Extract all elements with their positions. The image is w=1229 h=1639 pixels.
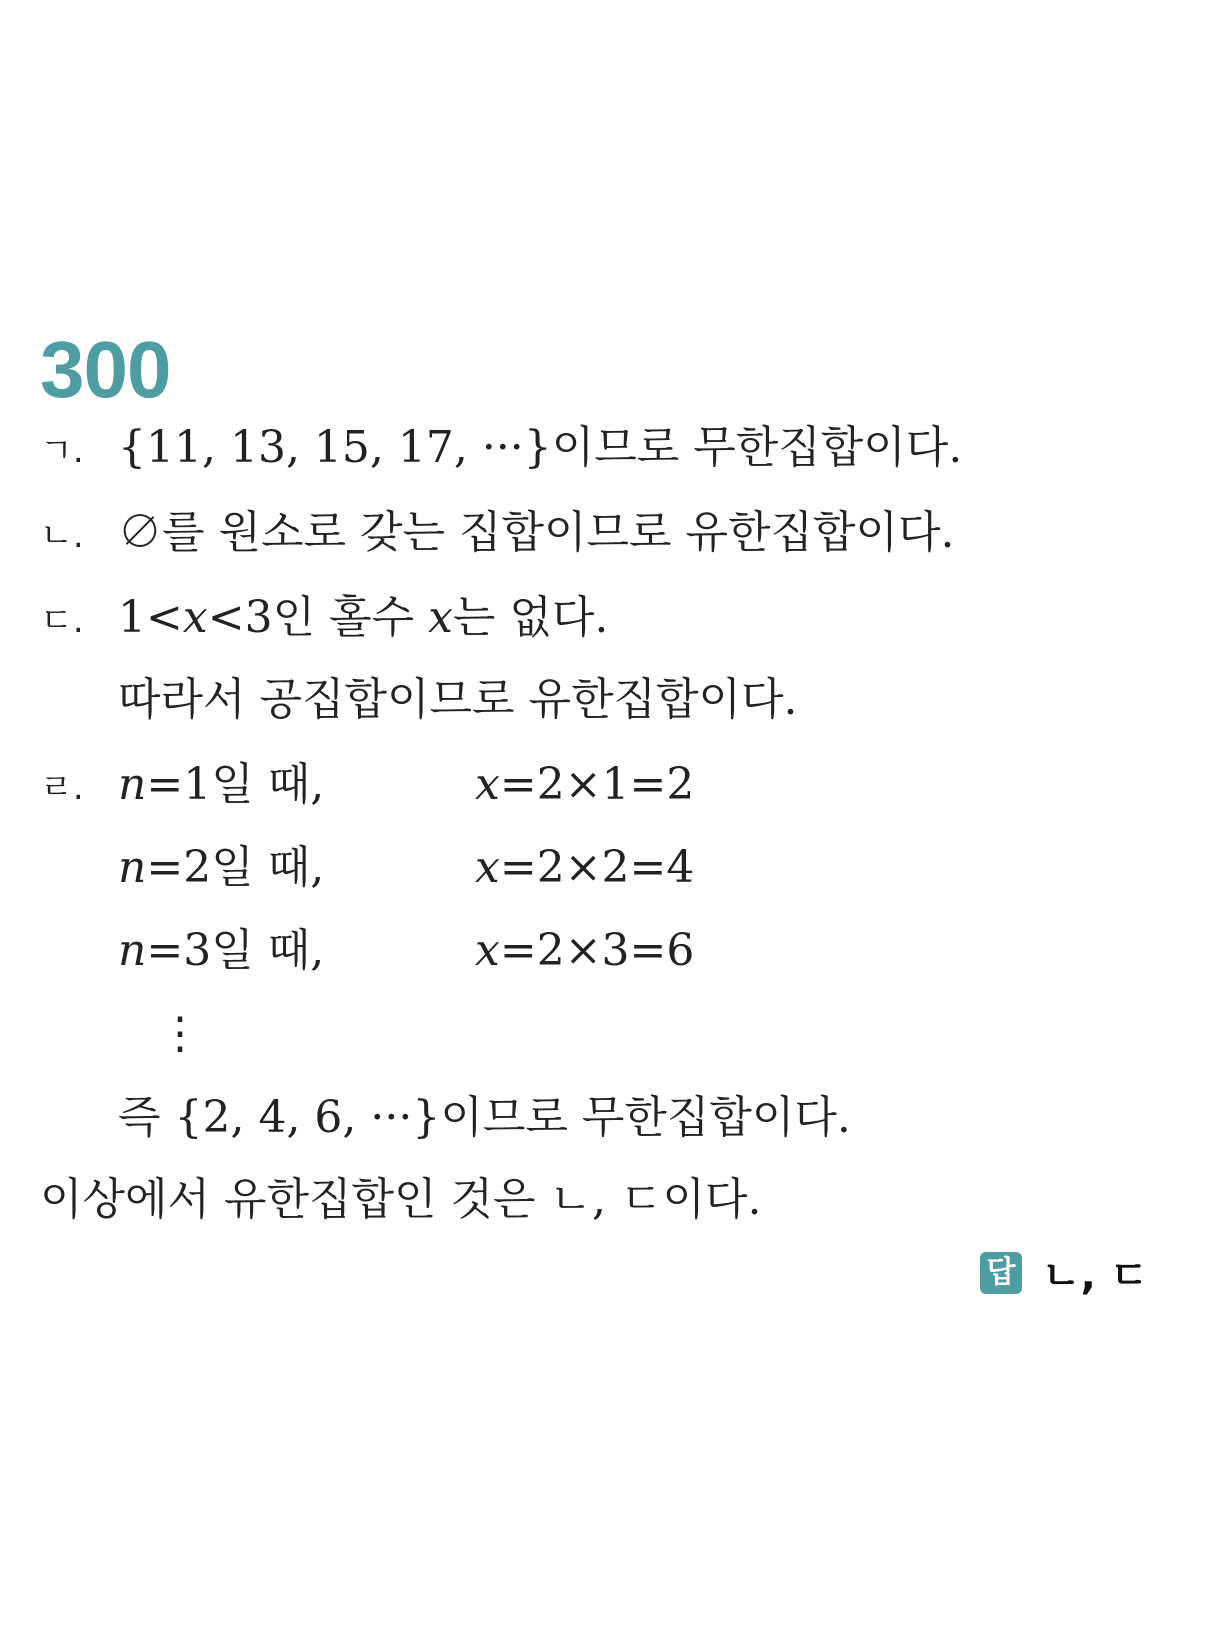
item-b-marker: ㄴ. [40, 516, 84, 556]
item-d-row-1-x-text: =2×1=2 [499, 759, 695, 810]
item-d-ellipsis: ⋮ [158, 1008, 202, 1059]
item-d-row-2-n-text: =2일 때, [146, 842, 325, 893]
item-d-row-2-x-text: =2×2=4 [499, 842, 695, 893]
item-d-row-1-n-text: =1일 때, [146, 759, 325, 810]
answer-box [980, 1244, 1148, 1301]
problem-number: 300 [40, 325, 171, 414]
item-d-row-3 [40, 923, 940, 979]
answer-badge: 답 [980, 1252, 1022, 1294]
item-d-row-3-x-var: x [475, 925, 500, 976]
item-b-line [40, 505, 955, 564]
item-c-var-x2: x [428, 592, 453, 643]
item-d-row-3-x-text: =2×3=6 [499, 925, 695, 976]
item-b-text: ∅를 원소로 갖는 집합이므로 유한집합이다. [118, 507, 955, 558]
item-d-conclusion: 즉 {2, 4, 6, ···}이므로 무한집합이다. [118, 1092, 851, 1143]
item-d-row-2-x-var: x [475, 842, 500, 893]
item-d-marker: ㄹ. [40, 768, 84, 808]
item-c-marker: ㄷ. [40, 601, 84, 641]
item-d-row-3-n-text: =3일 때, [146, 925, 325, 976]
item-c-conclusion: 따라서 공집합이므로 유한집합이다. [118, 674, 798, 725]
item-d-row-1-n-var: n [118, 759, 147, 810]
item-d-row-2 [40, 840, 940, 896]
item-a-marker: ㄱ. [40, 431, 84, 471]
item-d-row-2-n-var: n [118, 842, 147, 893]
item-c-text-pre: 1< [118, 592, 183, 643]
item-c-line [40, 590, 608, 649]
item-d-row-1-x-var: x [475, 759, 500, 810]
item-c-text-mid: <3인 홀수 [207, 592, 429, 643]
item-a-text: {11, 13, 15, 17, ···}이므로 무한집합이다. [118, 422, 963, 473]
item-a-line [40, 420, 962, 479]
answer-value: ㄴ, ㄷ [1042, 1253, 1149, 1299]
summary-text: 이상에서 유한집합인 것은 ㄴ, ㄷ이다. [40, 1174, 762, 1225]
item-c-text-post: 는 없다. [452, 592, 609, 643]
item-d-row-1 [40, 757, 940, 816]
item-c-line2 [118, 672, 798, 728]
item-c-var-x: x [182, 592, 208, 643]
item-d-row-3-n-var: n [118, 925, 147, 976]
